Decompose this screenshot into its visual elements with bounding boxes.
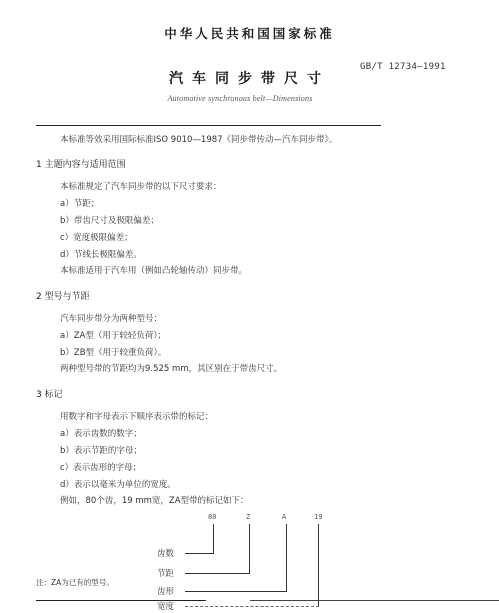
- list-item: a）节距；: [60, 199, 100, 209]
- leader-line: [318, 524, 319, 607]
- section-heading: 1 主题内容与适用范围: [36, 160, 126, 170]
- footnote: 注：ZA为已有的型号。: [36, 578, 114, 587]
- leader-line: [185, 591, 287, 592]
- diagram-code-pitch: Z: [246, 513, 251, 521]
- body-line: 本标准规定了汽车同步带的以下尺寸要求：: [60, 182, 222, 192]
- leader-line: [286, 524, 287, 592]
- list-item: a）表示齿数的数字；: [60, 429, 142, 439]
- intro-paragraph: 本标准等效采用国际标准ISO 9010—1987《同步带传动—汽车同步带》。: [60, 135, 338, 145]
- list-item: b）表示节距的字母；: [60, 446, 142, 456]
- leader-line: [249, 524, 250, 574]
- list-item: b）带齿尺寸及极限偏差；: [60, 216, 159, 226]
- body-line: 本标准适用于汽车用（例如凸轮轴传动）同步带。: [60, 266, 248, 276]
- diagram-label-width: 宽度: [157, 602, 175, 612]
- body-line: 用数字和字母表示下顺序表示带的标记：: [60, 412, 214, 422]
- header-rule: [36, 125, 381, 126]
- footer-rule-right: [250, 600, 499, 601]
- leader-line: [185, 553, 214, 554]
- section-heading: 2 型号与节距: [36, 292, 90, 302]
- list-item: c）宽度极限偏差；: [60, 233, 133, 243]
- standard-number: GB/T 12734—1991: [360, 62, 446, 72]
- diagram-code-teeth: 80: [208, 513, 217, 521]
- list-item: d）节线长极限偏差。: [60, 250, 142, 260]
- diagram-code-profile: A: [282, 513, 287, 521]
- body-line: 例如，80个齿，19 mm宽，ZA型带的标记如下：: [60, 496, 249, 506]
- list-item: a）ZA型（用于较轻负荷）；: [60, 331, 167, 341]
- body-line: 两种型号带的节距均为9.525 mm，其区别在于带齿尺寸。: [60, 364, 283, 374]
- list-item: b）ZB型（用于较重负荷）。: [60, 348, 167, 358]
- footer-rule-left: [36, 600, 206, 601]
- standard-organization: 中华人民共和国国家标准: [164, 26, 335, 41]
- list-item: c）表示齿形的字母；: [60, 463, 142, 473]
- leader-line: [185, 606, 319, 607]
- body-line: 汽车同步带分为两种型号：: [60, 314, 163, 324]
- document-title: 汽车同步带尺寸: [169, 71, 330, 87]
- diagram-code-width: 19: [314, 513, 323, 521]
- leader-line: [213, 524, 214, 554]
- diagram-label-profile: 齿形: [157, 587, 175, 597]
- leader-line: [185, 573, 250, 574]
- section-heading: 3 标记: [36, 390, 63, 400]
- english-title: Automotive synchronous belt—Dimensions: [167, 94, 313, 103]
- diagram-label-teeth: 齿数: [157, 549, 175, 559]
- diagram-label-pitch: 节距: [157, 569, 175, 579]
- list-item: d）表示以毫米为单位的宽度。: [60, 480, 176, 490]
